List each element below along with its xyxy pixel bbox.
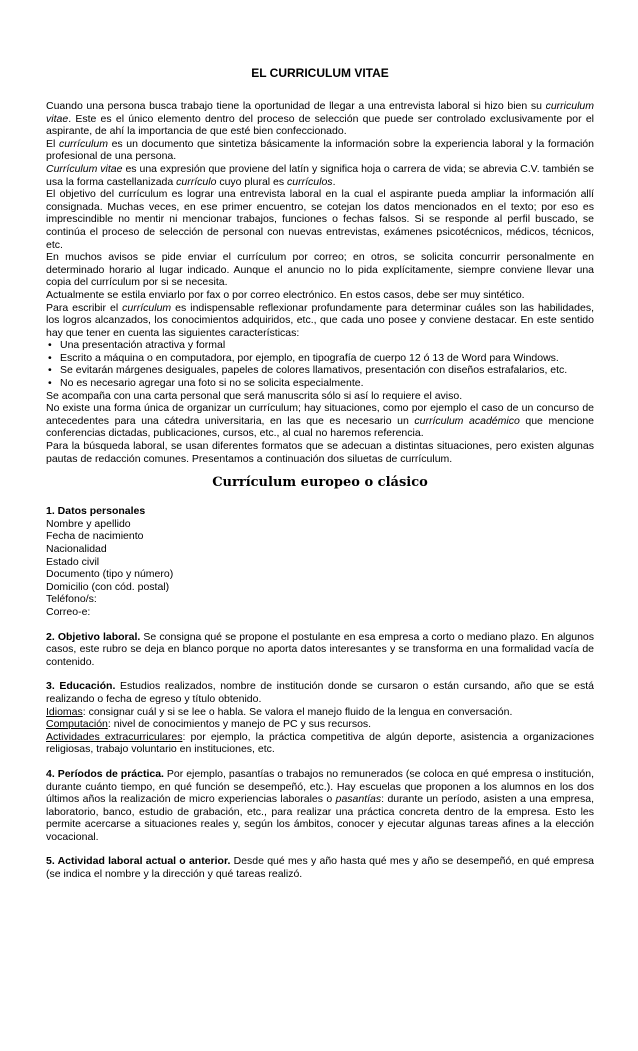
intro-paragraph-4: El objetivo del currículum es lograr una entrevista laboral en la cual el aspirante pueda ampliar la información allí consignada. Muchas veces, en ese primer encuentro, se cotejan los datos mencionados en el texto; por eso es imprescindible no mentir ni mencionar trabajos, funciones o fechas falsos. Si se responde al perfil buscado, se continúa el proceso de selección de personal con nuevas entrevistas, exámenes psicotécnicos, médicos, técnicos, etc. [46,188,594,251]
intro-paragraph-1: Cuando una persona busca trabajo tiene la oportunidad de llegar a una entrevista laboral si hizo bien su curriculum vitae. Este es el único elemento dentro del proceso de selección que puede ser controlado exclusivamente por el aspirante, de ahí la importancia de que esté bien confeccionado. [46,100,594,138]
section-actividad-laboral: 5. Actividad laboral actual o anterior. Desde qué mes y año hasta qué mes y año se desempeñó, en qué empresa (se indica el nombre y la dirección y qué tareas realizó. [46,855,594,881]
field-line: Teléfono/s: [46,593,97,606]
section-datos-personales [46,505,594,618]
field-line: Correo-e: [46,605,91,618]
intro-paragraph-5: En muchos avisos se pide enviar el currículum por correo; en otros, se solicita concurrir personalmente en determinado horario al lugar indicado. Aunque el anuncio no lo pida explícitamente, siempre conviene llevar una copia del currículum por si se necesita. [46,251,594,289]
idiomas-line: Idiomas: consignar cuál y si se lee o habla. Se valora el manejo fluido de la lengua en conversación. [46,705,513,718]
section-heading: 1. Datos personales [46,505,146,518]
list-item: • Se evitarán márgenes desiguales, papeles de colores llamativos, presentación con diseños estrafalarios, etc. [60,364,594,377]
intro-paragraph-7: Para escribir el currículum es indispensable reflexionar profundamente para determinar cuáles son las habilidades, los logros alcanzados, los conocimientos adquiridos, etc., que cada uno posee y conviene destacar. En este sentido hay que tener en cuenta las siguientes características: [46,301,594,339]
actividades-line: Actividades extracurriculares: por ejemplo, la práctica competitiva de algún deporte, asistencia a organizaciones religiosas, trabajo voluntario en instituciones, etc. [46,730,594,756]
intro-paragraph-6: Actualmente se estila enviarlo por fax o por correo electrónico. En estos casos, debe ser muy sintético. [46,288,525,301]
field-line: Fecha de nacimiento [46,530,144,543]
document-page [46,66,594,881]
computacion-line: Computación: nivel de conocimientos y manejo de PC y sus recursos. [46,718,372,731]
characteristics-list [46,339,594,389]
section-title: Currículum europeo o clásico [212,475,428,491]
document-title: EL CURRICULUM VITAE [251,66,389,80]
field-line: Estado civil [46,555,100,568]
field-line: Nacionalidad [46,543,107,555]
section-educacion [46,680,594,756]
intro-paragraph-2: El currículum es un documento que sintetiza básicamente la información sobre la experiencia laboral y la formación profesional de una persona. [46,137,594,163]
list-item: • Una presentación atractiva y formal [60,339,594,352]
intro-paragraph-9: No existe una forma única de organizar un currículum; hay situaciones, como por ejemplo el caso de un concurso de antecedentes para una cátedra universitaria, en las que es necesario un currículum académico que mencione conferencias dictadas, publicaciones, cursos, etc., al cual no haremos referencia. [46,402,595,440]
field-line: Documento (tipo y número) [46,568,174,581]
educacion-paragraph: 3. Educación. Estudios realizados, nombre de institución donde se cursaron o están cursando, año que se está realizando o fecha de egreso y título obtenido. [46,680,595,705]
section-objetivo-laboral: 2. Objetivo laboral. Se consigna qué se propone el postulante en esa empresa a corto o mediano plazo. En algunos casos, este rubro se deja en blanco porque no aporta datos interesantes y se transforma en una formalidad vacía de contenido. [46,630,594,668]
intro-paragraph-8: Se acompaña con una carta personal que será manuscrita sólo si así lo requiere el aviso. [46,389,463,402]
section-periodos-practica: 4. Períodos de práctica. Por ejemplo, pasantías o trabajos no remunerados (se coloca en qué empresa o institución, durante cuánto tiempo, en qué función se desempeñó, etc.). Hay escuelas que proponen a los alumnos en los dos últimos años la realización de micro experiencias laborales o pasantías: durante un período, asisten a una empresa, laboratorio, banco, estudio de grabación, etc., para realizar una práctica concreta dentro de la empresa. Esto les permite acercarse a situaciones reales y, según los ámbitos, conocer y ejecutar algunas tareas afines a la elección vocacional. [46,767,594,843]
list-item: • No es necesario agregar una foto si no se solicita especialmente. [60,377,594,390]
intro-paragraph-10: Para la búsqueda laboral, se usan diferentes formatos que se adecuan a distintas situaciones, pero existen algunas pautas de redacción comunes. Presentamos a continuación dos siluetas de currículum. [46,440,594,465]
list-item: • Escrito a máquina o en computadora, por ejemplo, en tipografía de cuerpo 12 ó 13 de Word para Windows. [60,352,594,365]
intro-paragraph-3: Currículum vitae es una expresión que proviene del latín y significa hoja o carrera de vida; se abrevia C.V. también se usa la forma castellanizada currículo cuyo plural es currículos. [46,162,594,188]
field-line: Nombre y apellido [46,517,131,530]
field-line: Domicilio (con cód. postal) [46,580,170,593]
